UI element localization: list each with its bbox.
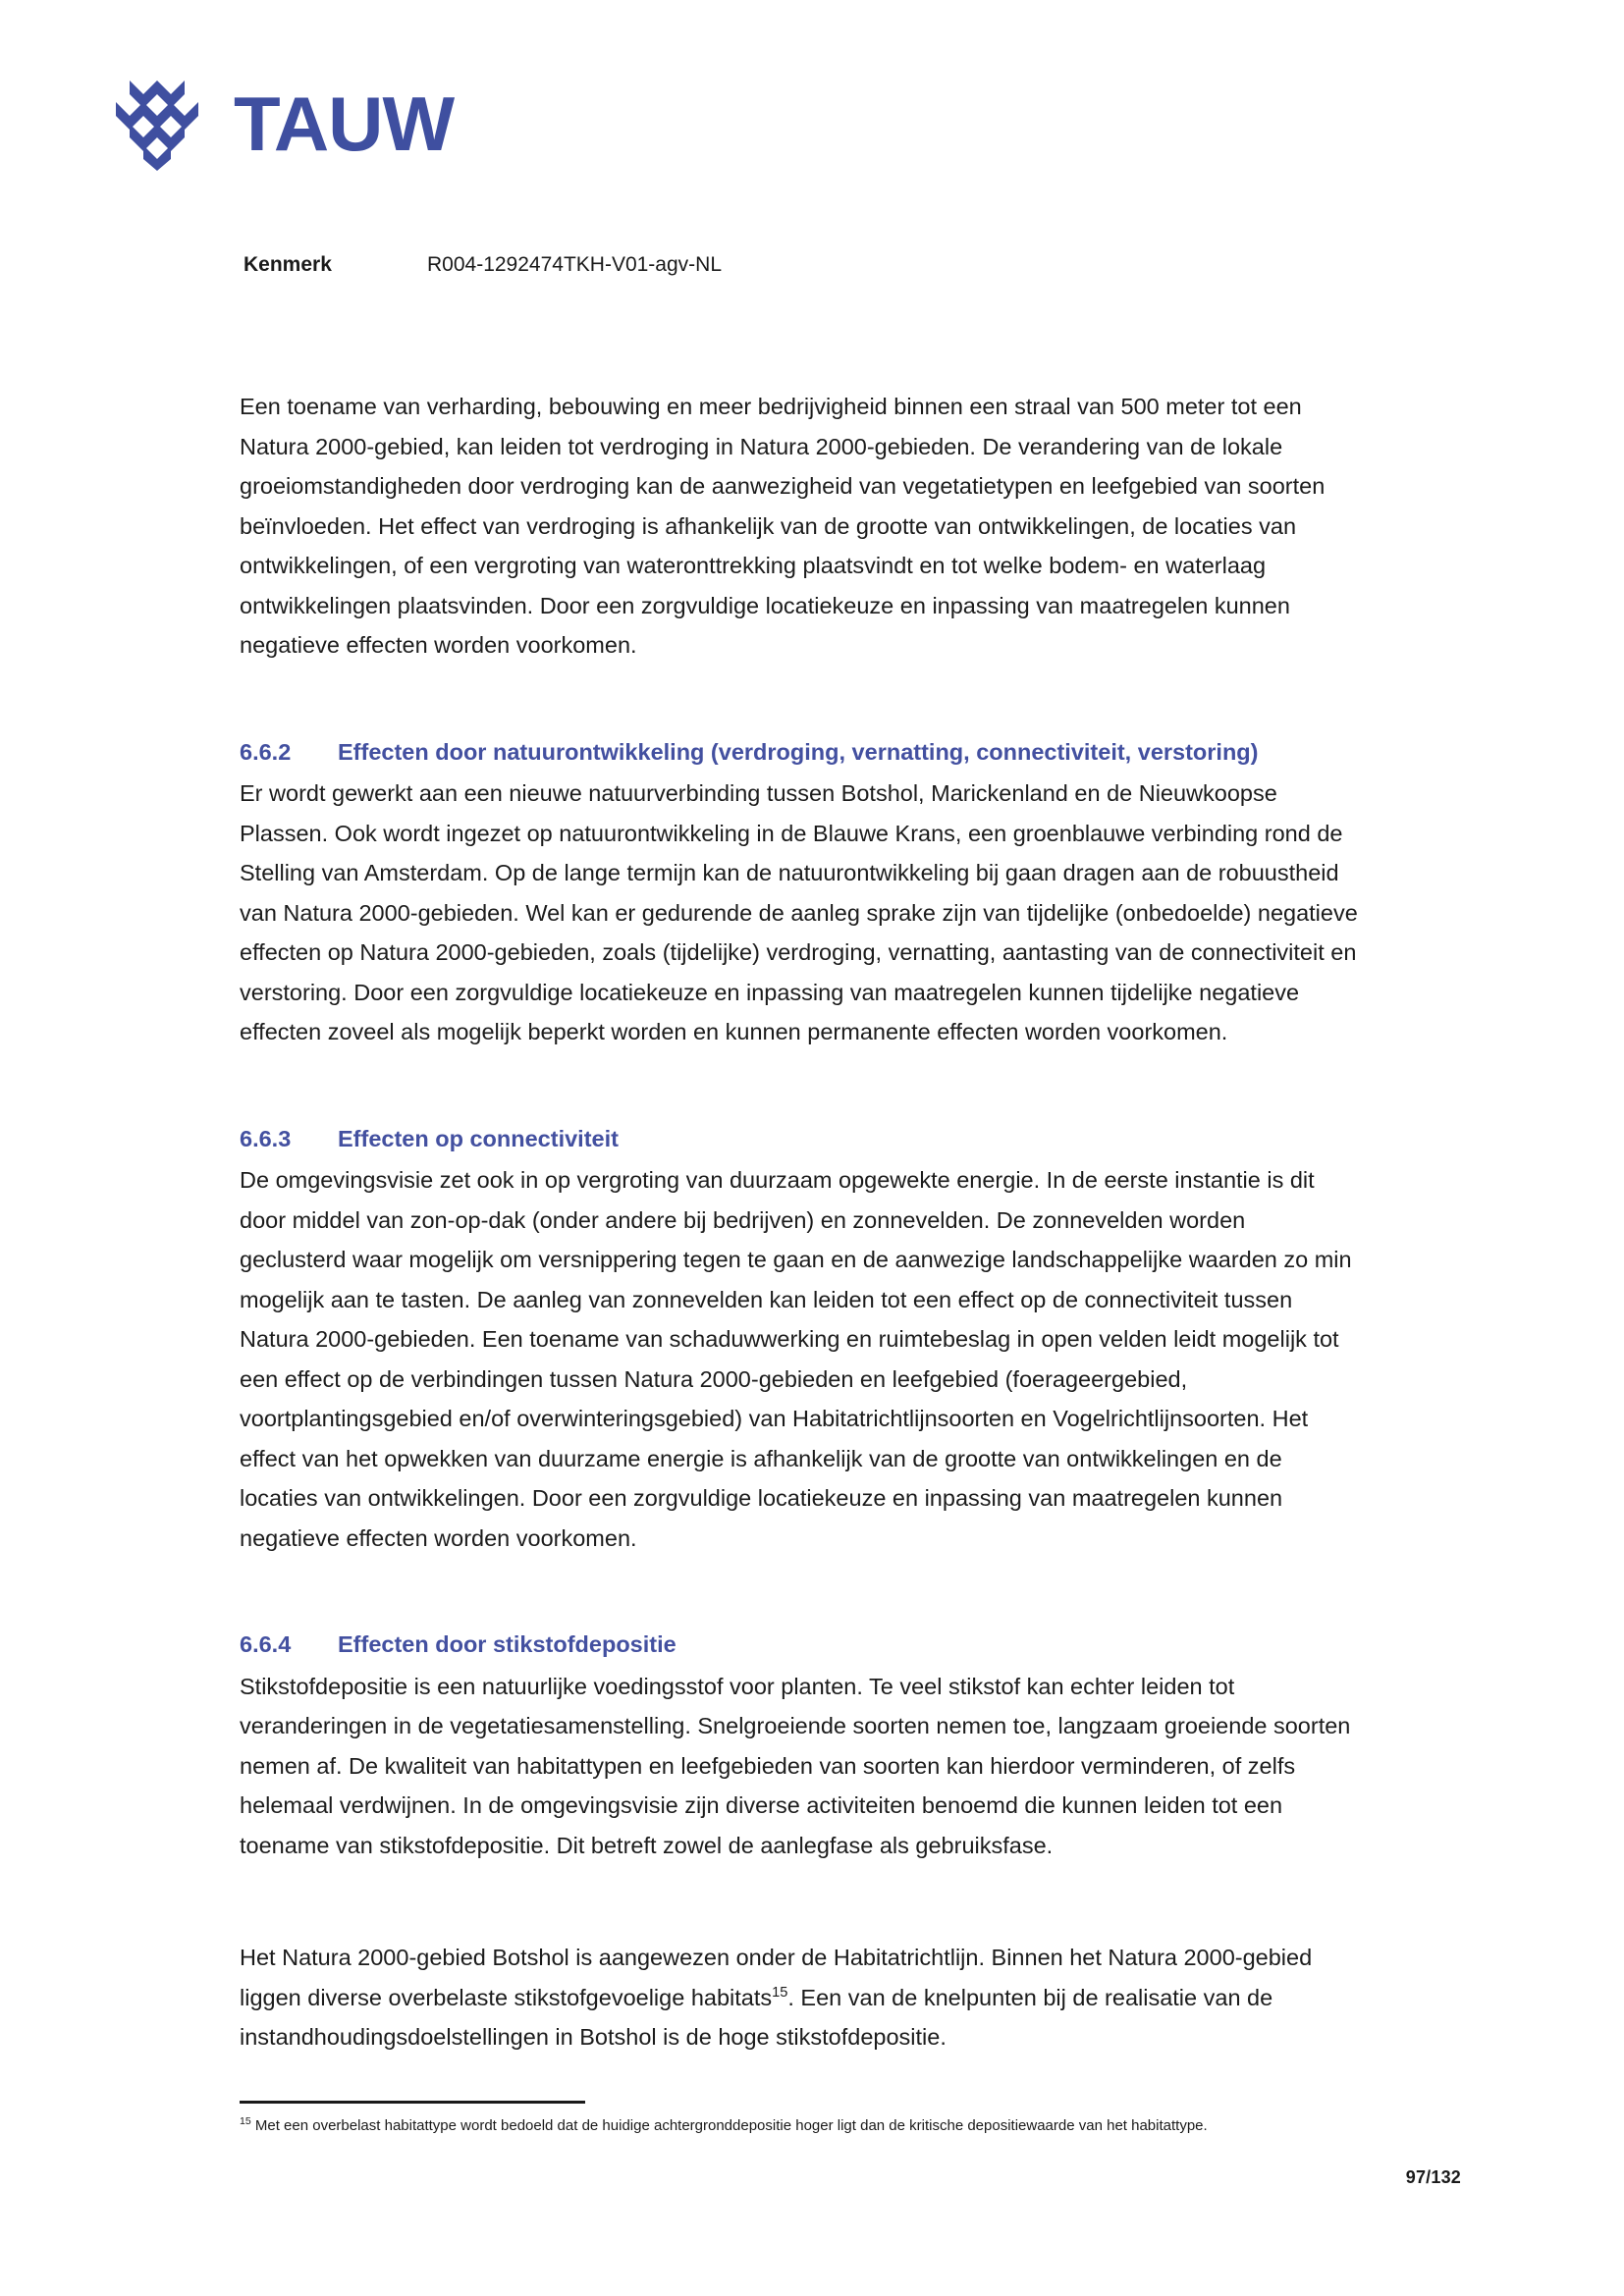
paragraph-spacer [240,1895,1358,1938]
section-number: 6.6.4 [240,1631,292,1657]
tauw-logo [102,77,454,171]
closing-paragraph [240,1938,1358,2057]
section-spacer [240,1082,1358,1119]
kenmerk-value: R004-1292474TKH-V01-agv-NL [427,253,722,276]
section-number: 6.6.3 [240,1125,292,1151]
section-heading-6-6-3 [240,1119,1358,1159]
section-spacer [240,695,1358,732]
section-title: Effecten op connectiviteit [338,1125,619,1151]
section-title: Effecten door stikstofdepositie [338,1631,677,1657]
section-spacer [240,1587,1358,1625]
footnote-body-text: Met een overbelast habitattype wordt bedoeld dat de huidige achtergronddepositie hoger ligt dan de kritische depositiewaarde van het habitattype. [254,2117,1208,2134]
footnote-area [240,2101,1358,2137]
closing-paragraph-part2: . Een van de knelpunten bij de realisatie van de instandhoudingsdoelstellingen in Botshol is de hoge stikstofdepositie. [240,1984,1273,2050]
section-heading-6-6-4 [240,1625,1358,1665]
tauw-logo-wordmark: TAUW [234,80,455,167]
intro-paragraph: Een toename van verharding, bebouwing en meer bedrijvigheid binnen een straal van 500 meter tot een Natura 2000-gebied, kan leiden tot verdroging in Natura 2000-gebieden. De verandering van de lokale groeiomstandigheden door verdroging kan de aanwezigheid van vegetatietypen en leefgebied van soorten beïnvloeden. Het effect van verdroging is afhankelijk van de grootte van ontwikkelingen, de locaties van ontwikkelingen, of een vergroting van wateronttrekking plaatsvindt en tot welke bodem- en waterlaag ontwikkelingen plaatsvinden. Door een zorgvuldige locatiekeuze en inpassing van maatregelen kunnen negatieve effecten worden voorkomen. [240,394,1326,658]
footnote-number: 15 [240,2115,251,2127]
closing-paragraph-part1: Het Natura 2000-gebied Botshol is aangewezen onder de Habitatrichtlijn. Binnen het Natura 2000-gebied liggen diverse overbelaste stikstofgevoelige habitats [240,1945,1313,2010]
document-body [240,387,1358,2057]
footnote-reference-marker: 15 [772,1984,788,2001]
section-paragraph-6-6-4: Stikstofdepositie is een natuurlijke voedingsstof voor planten. Te veel stikstof kan echter leiden tot veranderingen in de vegetatiesamenstelling. Snelgroeiende soorten nemen toe, langzaam groeiende soorten nemen af. De kwaliteit van habitattypen en leefgebieden van soorten kan hierdoor verminderen, of zelfs helemaal verdwijnen. In de omgevingsvisie zijn diverse activiteiten benoemd die kunnen leiden tot een toename van stikstofdepositie. Dit betreft zowel de aanlegfase als gebruiksfase. [240,1673,1351,1858]
tauw-logo-mark [102,77,208,171]
section-heading-6-6-2 [240,732,1358,773]
kenmerk-label: Kenmerk [244,253,332,276]
section-number: 6.6.2 [240,738,292,765]
section-paragraph-6-6-3: De omgevingsvisie zet ook in op vergroting van duurzaam opgewekte energie. In de eerste instantie is dit door middel van zon-op-dak (onder andere bij bedrijven) en zonnevelden. De zonnevelden worden geclusterd waar mogelijk om versnippering tegen te gaan en de aanwezige landschappelijke waarden zo min mogelijk aan te tasten. De aanleg van zonnevelden kan leiden tot een effect op de connectiviteit tussen Natura 2000-gebieden. Een toename van schaduwwerking en ruimtebeslag in open velden leidt mogelijk tot een effect op de verbindingen tussen Natura 2000-gebieden en leefgebied (foerageergebied, voortplantingsgebied en/of overwinteringsgebied) van Habitatrichtlijnsoorten en Vogelrichtlijnsoorten. Het effect van het opwekken van duurzame energie is afhankelijk van de grootte van ontwikkelingen en de locaties van ontwikkelingen. Door een zorgvuldige locatiekeuze en inpassing van maatregelen kunnen negatieve effecten worden voorkomen. [240,1167,1352,1551]
kenmerk-row [244,253,722,277]
footnote-separator-rule [240,2101,585,2104]
section-title: Effecten door natuurontwikkeling (verdroging, vernatting, connectiviteit, verstoring) [338,738,1259,765]
footnote-entry [240,2114,1358,2137]
page-number: 97/132 [1405,2167,1461,2187]
section-paragraph-6-6-2: Er wordt gewerkt aan een nieuwe natuurverbinding tussen Botshol, Marickenland en de Nieuwkoopse Plassen. Ook wordt ingezet op natuurontwikkeling in de Blauwe Krans, een groenblauwe verbinding rond de Stelling van Amsterdam. Op de lange termijn kan de natuurontwikkeling bij gaan dragen aan de robuustheid van Natura 2000-gebieden. Wel kan er gedurende de aanleg sprake zijn van tijdelijke (onbedoelde) negatieve effecten op Natura 2000-gebieden, zoals (tijdelijke) verdroging, vernatting, aantasting van de connectiviteit en verstoring. Door een zorgvuldige locatiekeuze en inpassing van maatregelen kunnen tijdelijke negatieve effecten zoveel als mogelijk beperkt worden en kunnen permanente effecten worden voorkomen. [240,780,1358,1044]
